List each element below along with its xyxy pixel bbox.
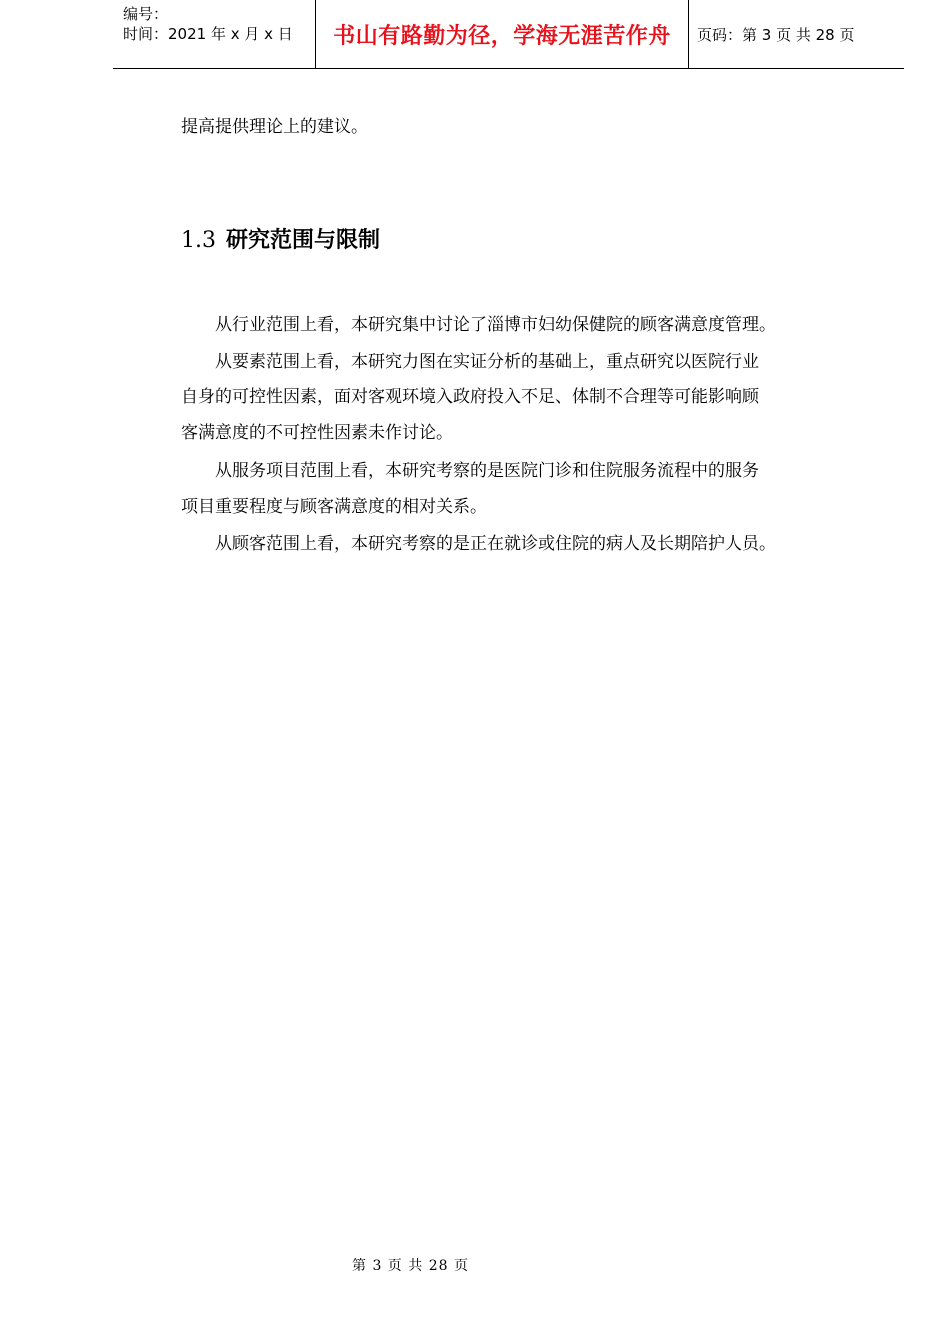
- paragraph-line: 从要素范围上看，本研究力图在实证分析的基础上，重点研究以医院行业: [181, 352, 759, 372]
- paragraph-line: 自身的可控性因素，面对客观环境入政府投入不足、体制不合理等可能影响顾: [181, 387, 759, 407]
- section-number: 1.3: [181, 228, 216, 253]
- document-number-label: 编号：: [123, 5, 169, 23]
- page-footer: 第 3 页 共 28 页: [352, 1258, 469, 1274]
- section-heading: [181, 220, 380, 261]
- document-date: 时间：2021 年 x 月 x 日: [123, 25, 293, 43]
- header-motto: 书山有路勤为径，学海无涯苦作舟: [315, 0, 689, 68]
- paragraph-line: 项目重要程度与顾客满意度的相对关系。: [181, 497, 487, 517]
- paragraph-line: 从行业范围上看，本研究集中讨论了淄博市妇幼保健院的顾客满意度管理。: [181, 315, 776, 335]
- page-header: [113, 0, 904, 69]
- paragraph-line: 从顾客范围上看，本研究考察的是正在就诊或住院的病人及长期陪护人员。: [181, 534, 776, 554]
- header-meta: [113, 0, 315, 68]
- intro-tail-text: 提高提供理论上的建议。: [181, 117, 368, 137]
- header-page-info: 页码：第 3 页 共 28 页: [697, 25, 855, 44]
- section-title: 研究范围与限制: [226, 227, 381, 253]
- paragraph-line: 客满意度的不可控性因素未作讨论。: [181, 423, 453, 443]
- paragraph-line: 从服务项目范围上看，本研究考察的是医院门诊和住院服务流程中的服务: [181, 461, 759, 481]
